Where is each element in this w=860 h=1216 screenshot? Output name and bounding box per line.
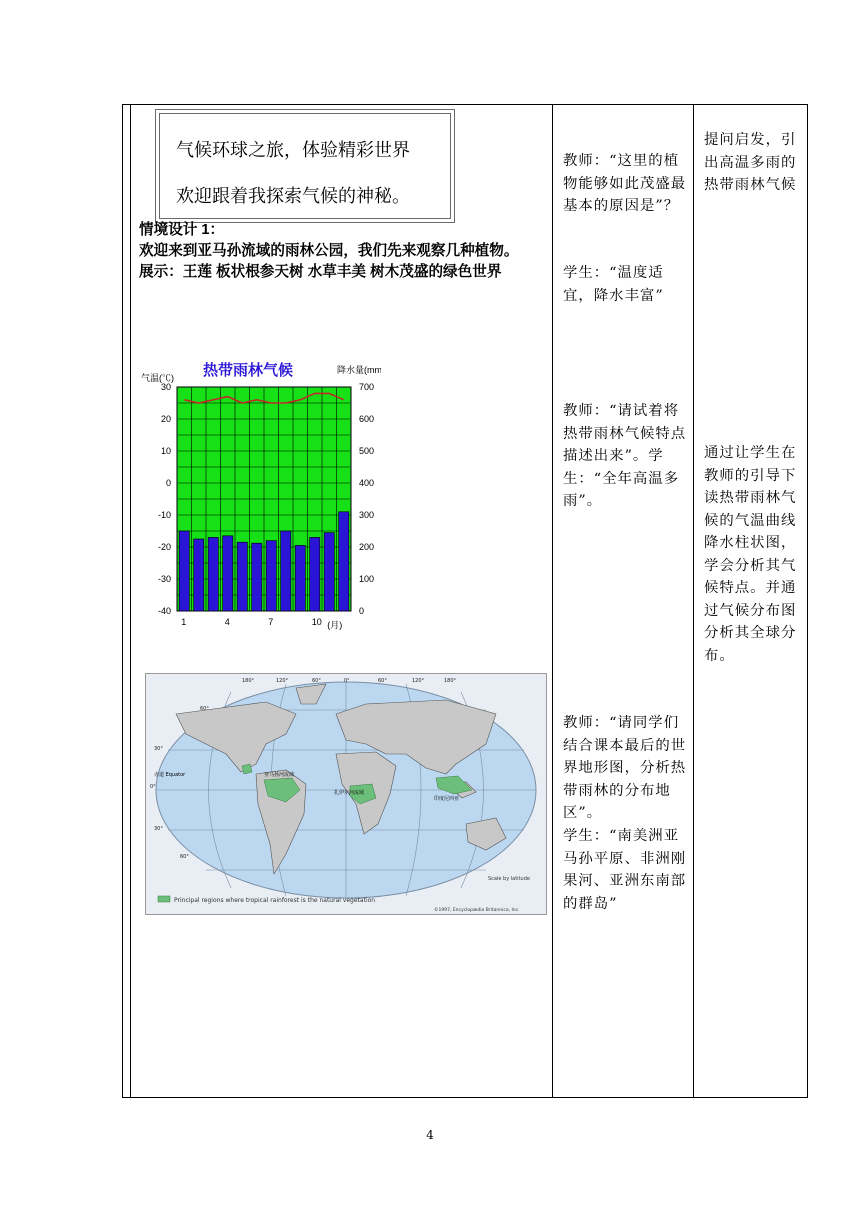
student-answer-3: 学生：“南美洲亚马孙平原、非洲刚果河、亚洲东南部的群岛”: [563, 828, 687, 912]
precip-bar: [252, 543, 262, 611]
teacher-question-3: 教师：“请同学们结合课本最后的世界地形图，分析热带雨林的分布地区”。: [563, 715, 687, 821]
y-tick-left: -20: [157, 542, 171, 552]
y-tick-right: 600: [359, 414, 375, 424]
page-number: 4: [426, 1128, 434, 1142]
frame-line-2: 欢迎跟着我探索气候的神秘。: [176, 186, 410, 207]
svg-text:120°: 120°: [276, 678, 289, 684]
svg-text:180°: 180°: [444, 678, 457, 684]
y-tick-left: -40: [157, 606, 171, 616]
y-tick-right: 400: [359, 478, 375, 488]
intent-2: 通过让学生在教师的引导下读热带雨林气候的气温曲线降水柱状图，学会分析其气候特点。并通过气候分布图分析其全球分布。: [704, 445, 797, 664]
svg-text:60°: 60°: [180, 854, 189, 860]
y-tick-left: -10: [157, 510, 171, 520]
svg-text:60°: 60°: [200, 706, 209, 712]
svg-text:0°: 0°: [150, 784, 156, 790]
scenario-show: 展示：王莲 板状根参天树 水草丰美 树木茂盛的绿色世界: [139, 264, 502, 280]
svg-text:120°: 120°: [412, 678, 425, 684]
x-tick: 1: [181, 617, 187, 627]
world-rainforest-map: [145, 673, 547, 915]
precip-bar: [310, 537, 320, 611]
precip-bar: [179, 531, 189, 611]
svg-text:180°: 180°: [242, 678, 255, 684]
svg-text:60°: 60°: [312, 678, 321, 684]
intent-1: 提问启发，引出高温多雨的热带雨林气候: [704, 132, 797, 193]
map-lon-labels: [242, 678, 457, 684]
svg-text:0°: 0°: [344, 678, 350, 684]
y-tick-right: 700: [359, 382, 375, 392]
x-tick: 10: [311, 617, 322, 627]
frame-line-1: 气候环球之旅，体验精彩世界: [176, 140, 410, 161]
y-tick-left: 20: [160, 414, 171, 424]
scenario-intro: 欢迎来到亚马孙流域的雨林公园，我们先来观察几种植物。: [139, 243, 519, 259]
design-intent-cell: [694, 105, 808, 1097]
svg-text:30°: 30°: [154, 746, 163, 752]
teacher-question-2: 教师：“请试着将热带雨林气候特点描述出来”。学生：“全年高温多雨”。: [563, 403, 687, 509]
chart-title: 热带雨林气候: [203, 362, 294, 379]
x-axis-label: (月): [327, 620, 343, 630]
map-label-congo: 扎伊尔河流域: [334, 790, 365, 796]
precip-bar: [266, 541, 276, 611]
map-label-amazon: 亚马孙河流域: [264, 772, 295, 778]
y-tick-right: 300: [359, 510, 375, 520]
scenario-heading: 情境设计 1：: [139, 222, 225, 238]
y-tick-left: 0: [165, 478, 171, 488]
precip-bar: [194, 539, 204, 611]
precip-bar: [281, 531, 291, 611]
precip-bar: [208, 537, 218, 611]
y-tick-left: 10: [160, 446, 171, 456]
map-label-indonesia: 印度尼西亚: [434, 796, 460, 802]
title-frame: [159, 113, 451, 219]
svg-text:30°: 30°: [154, 826, 163, 832]
climate-chart: [141, 357, 381, 647]
student-answer-1: 学生：“温度适宜，降水丰富”: [563, 265, 664, 304]
scenario-block: [139, 220, 549, 283]
lesson-table: [122, 104, 808, 1098]
precip-bar: [237, 542, 247, 611]
activity-cell: [131, 105, 551, 1097]
teacher-student-cell: [553, 105, 693, 1097]
y-tick-right: 0: [359, 606, 365, 616]
svg-text:60°: 60°: [378, 678, 387, 684]
x-tick: 4: [224, 617, 230, 627]
y-tick-right: 500: [359, 446, 375, 456]
precip-bar: [223, 536, 233, 611]
teacher-question-1: 教师：“这里的植物能够如此茂盛最基本的原因是”？: [563, 153, 687, 214]
map-copyright: ©1997, Encyclopædia Britannica, Inc.: [434, 908, 520, 913]
y-tick-right: 100: [359, 574, 375, 584]
x-tick: 7: [268, 617, 274, 627]
y-tick-right: 200: [359, 542, 375, 552]
map-scale: Scale by latitude: [488, 876, 530, 882]
map-label-equator: 赤道 Equator: [154, 772, 186, 778]
map-legend-text: Principal regions where tropical rainforest is the natural vegetation: [174, 897, 376, 904]
y-axis-right-label: 降水量(mm): [337, 365, 381, 375]
map-legend-swatch: [158, 896, 170, 902]
y-axis-left-label: 气温(℃): [141, 373, 174, 383]
precip-bar: [324, 533, 334, 611]
y-tick-left: 30: [160, 382, 171, 392]
precip-bar: [295, 545, 305, 611]
precip-bar: [339, 512, 349, 611]
y-tick-left: -30: [157, 574, 171, 584]
